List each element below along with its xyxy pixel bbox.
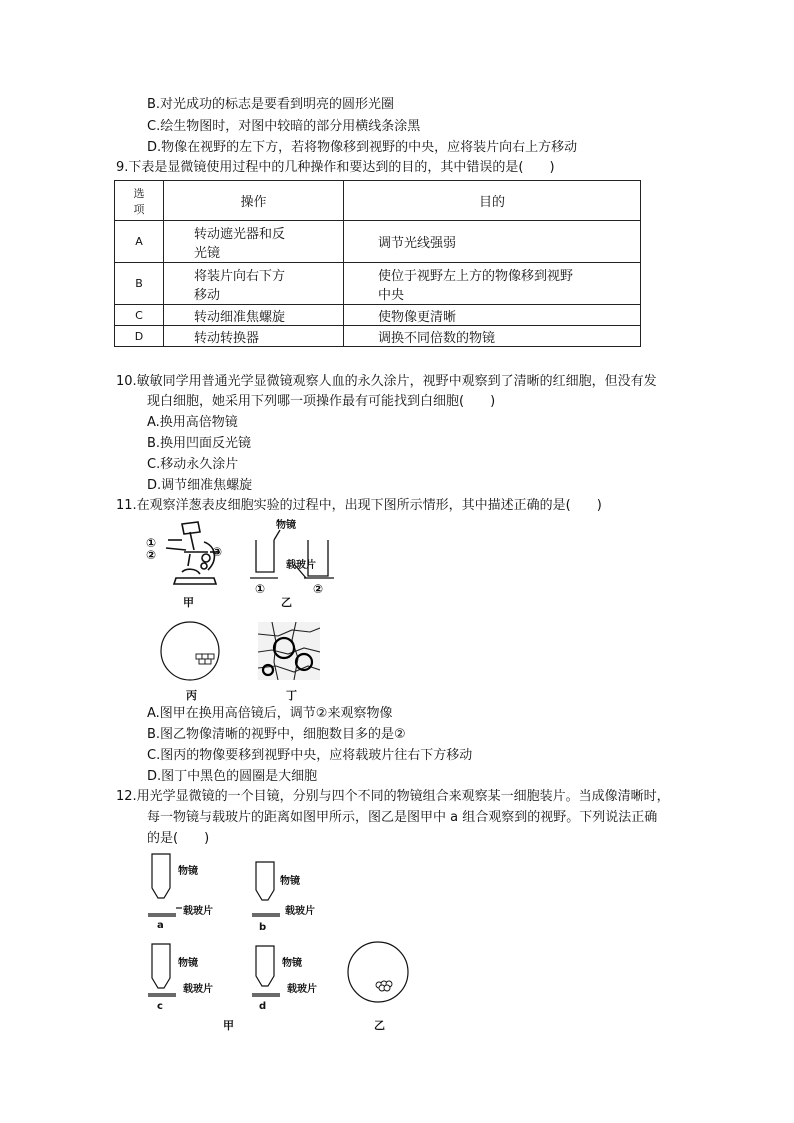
- label-3: ③: [212, 545, 223, 559]
- q9-table: [114, 180, 641, 347]
- q12-field-of-view: [346, 940, 412, 1006]
- operation-line2: 移动: [194, 287, 221, 303]
- label-d: d: [259, 1001, 267, 1012]
- field-of-view-figure: [156, 620, 226, 682]
- table-row: [115, 263, 641, 305]
- objective-pointer: [274, 530, 280, 540]
- label-a: a: [157, 920, 164, 931]
- row-purpose: 使物像更清晰: [344, 305, 641, 326]
- label-yi-2: ②: [313, 582, 324, 596]
- row-operation: [164, 221, 344, 263]
- q8-option-b: B.对光成功的标志是要看到明亮的圆形光圈: [147, 97, 395, 112]
- field-circle: [161, 622, 219, 680]
- row-operation: [164, 263, 344, 305]
- operation-line2: 光镜: [194, 245, 221, 261]
- q11-option-b: B.图乙物像清晰的视野中，细胞数目多的是②: [147, 727, 406, 742]
- label-slide-d: 载玻片: [287, 984, 317, 995]
- purpose-line2: 中央: [378, 287, 405, 303]
- fig-label-jia: 甲: [183, 596, 194, 609]
- objective-a: [152, 854, 170, 898]
- header-option-line1: 选: [133, 186, 145, 200]
- row-option: C: [115, 305, 164, 326]
- fig-label-yi-q12: 乙: [374, 1019, 385, 1032]
- q12-stem-line2: 每一物镜与载玻片的距离如图甲所示，图乙是图甲中 a 组合观察到的视野。下列说法正确: [147, 810, 658, 825]
- header-option: [115, 181, 164, 221]
- label-slide-b: 载玻片: [285, 906, 315, 917]
- q10-option-b: B.换用凹面反光镜: [147, 436, 252, 451]
- q8-option-c: C.绘生物图时，对图中较暗的部分用横线条涂黑: [147, 119, 421, 134]
- row-purpose: [344, 263, 641, 305]
- header-purpose: 目的: [344, 181, 641, 221]
- label-c: c: [157, 1001, 163, 1012]
- row-operation: 转动细准焦螺旋: [164, 305, 344, 326]
- q12-objectives-figure: [140, 850, 300, 1010]
- q9-stem: 9.下表是显微镜使用过程中的几种操作和要达到的目的，其中错误的是( ): [116, 160, 555, 175]
- label-slide-c: 载玻片: [183, 984, 213, 995]
- operation-line1: 将装片向右下方: [194, 268, 286, 284]
- header-option-line2: 项: [133, 202, 145, 216]
- label-objective: 物镜: [276, 520, 296, 531]
- label-2: ②: [146, 548, 157, 562]
- table-row: [115, 326, 641, 347]
- q11-stem: 11.在观察洋葱表皮细胞实验的过程中，出现下图所示情形，其中描述正确的是( ): [116, 498, 602, 513]
- objective-b: [256, 862, 274, 900]
- q11-option-a: A.图甲在换用高倍镜后，调节②来观察物像: [147, 706, 393, 721]
- q10-option-d: D.调节细准焦螺旋: [147, 478, 253, 493]
- row-option: A: [115, 221, 164, 263]
- q10-option-a: A.换用高倍物镜: [147, 415, 238, 430]
- row-option: D: [115, 326, 164, 347]
- q10-stem-line1: 10.敏敏同学用普通光学显微镜观察人血的永久涂片，视野中观察到了清晰的红细胞，但没有发: [116, 374, 657, 389]
- table-header-row: [115, 181, 641, 221]
- cells-cluster: [196, 654, 214, 664]
- row-operation: 转动转换器: [164, 326, 344, 347]
- label-yi-1: ①: [255, 582, 266, 596]
- objective-c: [152, 944, 170, 988]
- label-slide-a: 载玻片: [183, 906, 213, 917]
- label-slide: 载玻片: [286, 560, 316, 571]
- operation-line1: 转动遮光器和反: [194, 226, 286, 242]
- q12-stem-line1: 12.用光学显微镜的一个目镜，分别与四个不同的物镜组合来观察某一细胞装片。当成像清晰时，: [116, 789, 670, 804]
- row-purpose: 调换不同倍数的物镜: [344, 326, 641, 347]
- label-objective-d: 物镜: [282, 958, 302, 969]
- label-objective-a: 物镜: [178, 866, 198, 877]
- q12-stem-line3: 的是( ): [147, 831, 210, 846]
- bubbles-figure: [258, 622, 320, 680]
- q10-stem-line2: 现白细胞，她采用下列哪一项操作最有可能找到白细胞( ): [147, 394, 496, 409]
- row-option: B: [115, 263, 164, 305]
- q11-option-c: C.图丙的物像要移到视野中央，应将载玻片往右下方移动: [147, 748, 473, 763]
- cells-cluster: [376, 981, 392, 991]
- row-purpose: 调节光线强弱: [344, 221, 641, 263]
- q10-option-c: C.移动永久涂片: [147, 457, 239, 472]
- header-operation: 操作: [164, 181, 344, 221]
- fig-label-bing: 丙: [186, 689, 197, 702]
- q11-option-d: D.图丁中黑色的圆圈是大细胞: [147, 769, 318, 784]
- objective-d: [256, 946, 274, 986]
- fig-label-yi: 乙: [281, 596, 292, 609]
- q8-option-d: D.物像在视野的左下方，若将物像移到视野的中央，应将装片向右上方移动: [147, 140, 578, 155]
- label-1: ①: [146, 536, 157, 550]
- label-b: b: [259, 922, 267, 933]
- purpose-line1: 使位于视野左上方的物像移到视野: [378, 268, 574, 284]
- label-objective-c: 物镜: [178, 958, 198, 969]
- table-row: [115, 221, 641, 263]
- objective-lens-1: [256, 540, 274, 572]
- fig-label-ding: 丁: [286, 689, 297, 702]
- label-objective-b: 物镜: [280, 876, 300, 887]
- fig-label-jia-q12: 甲: [223, 1019, 234, 1032]
- field-circle: [348, 942, 408, 1002]
- microscope-figure: [146, 516, 236, 596]
- table-row: [115, 305, 641, 326]
